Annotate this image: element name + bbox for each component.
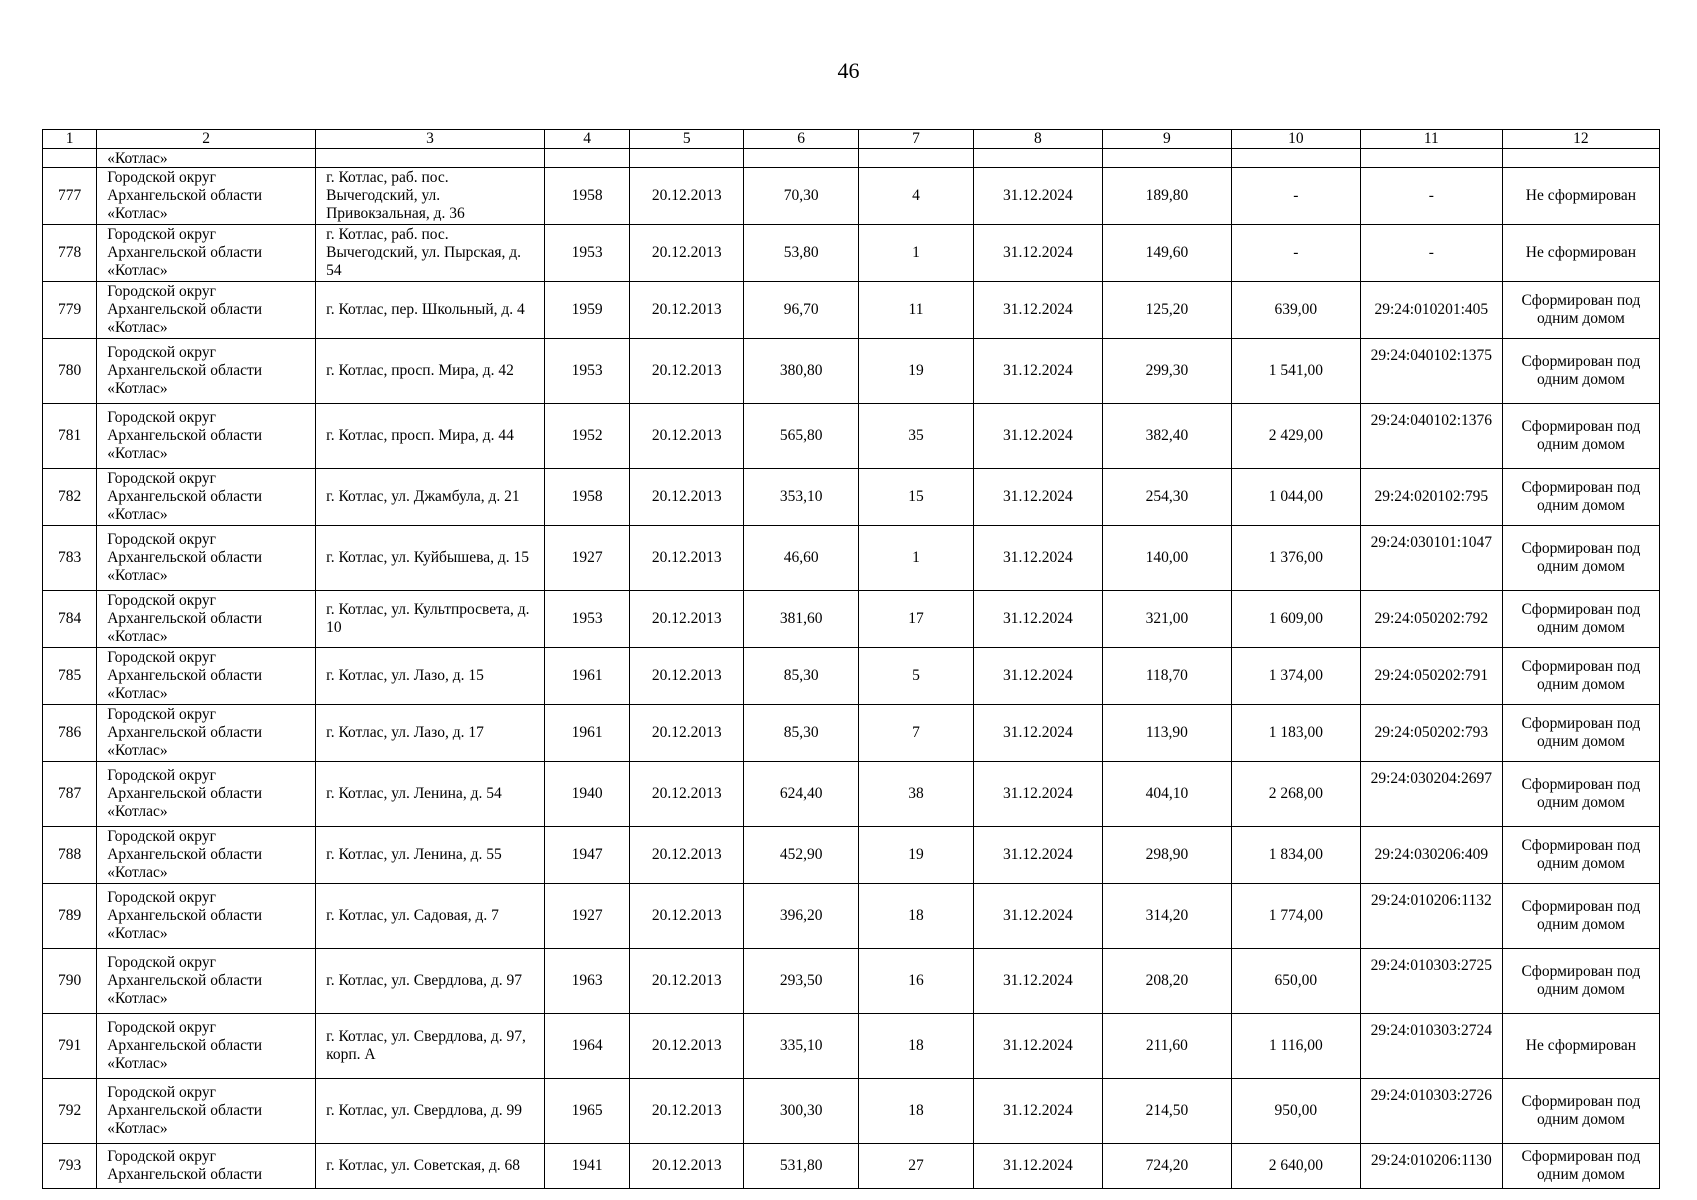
page-number: 46 — [837, 58, 860, 83]
deadline-date-cell: 31.12.2024 — [973, 282, 1102, 339]
municipality-cell: Городской округ Архангельской области «Котлас» — [97, 168, 316, 225]
municipality-cell: Городской округ Архангельской области «Котлас» — [97, 282, 316, 339]
land-area-cell: - — [1231, 168, 1360, 225]
cost-cell: 382,40 — [1102, 404, 1231, 469]
inclusion-date-cell: 20.12.2013 — [630, 526, 744, 591]
table-row — [43, 526, 1660, 591]
column-number-header-row — [43, 130, 1660, 149]
land-status-cell: Сформирован под одним домом — [1502, 282, 1659, 339]
deadline-date-cell: 31.12.2024 — [973, 339, 1102, 404]
land-area-cell: 1 834,00 — [1231, 827, 1360, 884]
area-cell: 565,80 — [744, 404, 859, 469]
inclusion-date-cell: 20.12.2013 — [630, 404, 744, 469]
residents-cell: 7 — [859, 705, 974, 762]
table-cell — [630, 149, 744, 168]
table-row — [43, 884, 1660, 949]
inclusion-date-cell: 20.12.2013 — [630, 762, 744, 827]
area-cell: 452,90 — [744, 827, 859, 884]
municipality-cell: Городской округ Архангельской области «Котлас» — [97, 705, 316, 762]
column-number: 7 — [859, 130, 974, 149]
address-cell: г. Котлас, ул. Свердлова, д. 97 — [316, 949, 545, 1014]
land-area-cell: 1 609,00 — [1231, 591, 1360, 648]
column-number: 1 — [43, 130, 97, 149]
land-status-cell: Сформирован под одним домом — [1502, 339, 1659, 404]
area-cell: 70,30 — [744, 168, 859, 225]
cost-cell: 724,20 — [1102, 1144, 1231, 1189]
deadline-date-cell: 31.12.2024 — [973, 827, 1102, 884]
deadline-date-cell: 31.12.2024 — [973, 1014, 1102, 1079]
address-cell: г. Котлас, пер. Школьный, д. 4 — [316, 282, 545, 339]
year-built-cell: 1940 — [544, 762, 630, 827]
year-built-cell: 1963 — [544, 949, 630, 1014]
municipality-cell: Городской округ Архангельской области «Котлас» — [97, 949, 316, 1014]
municipality-cell: Городской округ Архангельской области «Котлас» — [97, 225, 316, 282]
area-cell: 300,30 — [744, 1079, 859, 1144]
municipality-cell: Городской округ Архангельской области «Котлас» — [97, 762, 316, 827]
land-status-cell: Сформирован под одним домом — [1502, 1144, 1659, 1189]
residents-cell: 19 — [859, 339, 974, 404]
cadastral-number-cell: 29:24:010206:1132 — [1360, 884, 1502, 949]
table-row — [43, 339, 1660, 404]
inclusion-date-cell: 20.12.2013 — [630, 469, 744, 526]
cadastral-number-cell: 29:24:020102:795 — [1360, 469, 1502, 526]
municipality-cell: Городской округ Архангельской области «Котлас» — [97, 526, 316, 591]
year-built-cell: 1959 — [544, 282, 630, 339]
deadline-date-cell: 31.12.2024 — [973, 168, 1102, 225]
cost-cell: 125,20 — [1102, 282, 1231, 339]
land-area-cell: 1 183,00 — [1231, 705, 1360, 762]
inclusion-date-cell: 20.12.2013 — [630, 282, 744, 339]
area-cell: 85,30 — [744, 705, 859, 762]
row-number-cell: 783 — [43, 526, 97, 591]
municipality-cell: Городской округ Архангельской области «Котлас» — [97, 827, 316, 884]
municipality-cell: Городской округ Архангельской области «Котлас» — [97, 339, 316, 404]
address-cell: г. Котлас, ул. Лазо, д. 17 — [316, 705, 545, 762]
address-cell: г. Котлас, ул. Джамбула, д. 21 — [316, 469, 545, 526]
row-number-cell: 792 — [43, 1079, 97, 1144]
row-number-cell: 781 — [43, 404, 97, 469]
municipality-cell: Городской округ Архангельской области «Котлас» — [97, 648, 316, 705]
table-row — [43, 168, 1660, 225]
housing-registry-table — [42, 129, 1660, 1189]
deadline-date-cell: 31.12.2024 — [973, 404, 1102, 469]
table-row — [43, 949, 1660, 1014]
land-status-cell: Сформирован под одним домом — [1502, 469, 1659, 526]
residents-cell: 4 — [859, 168, 974, 225]
deadline-date-cell: 31.12.2024 — [973, 591, 1102, 648]
deadline-date-cell: 31.12.2024 — [973, 225, 1102, 282]
area-cell: 96,70 — [744, 282, 859, 339]
column-number: 4 — [544, 130, 630, 149]
deadline-date-cell: 31.12.2024 — [973, 526, 1102, 591]
inclusion-date-cell: 20.12.2013 — [630, 225, 744, 282]
land-area-cell: 2 640,00 — [1231, 1144, 1360, 1189]
row-number-cell: 790 — [43, 949, 97, 1014]
area-cell: 624,40 — [744, 762, 859, 827]
residents-cell: 19 — [859, 827, 974, 884]
inclusion-date-cell: 20.12.2013 — [630, 648, 744, 705]
cost-cell: 189,80 — [1102, 168, 1231, 225]
residents-cell: 27 — [859, 1144, 974, 1189]
year-built-cell: 1941 — [544, 1144, 630, 1189]
area-cell: 46,60 — [744, 526, 859, 591]
residents-cell: 18 — [859, 884, 974, 949]
area-cell: 381,60 — [744, 591, 859, 648]
cost-cell: 113,90 — [1102, 705, 1231, 762]
residents-cell: 35 — [859, 404, 974, 469]
row-number-cell: 791 — [43, 1014, 97, 1079]
table-cell — [859, 149, 974, 168]
row-number-cell: 787 — [43, 762, 97, 827]
inclusion-date-cell: 20.12.2013 — [630, 884, 744, 949]
residents-cell: 18 — [859, 1079, 974, 1144]
table-cell — [744, 149, 859, 168]
land-status-cell: Не сформирован — [1502, 168, 1659, 225]
deadline-date-cell: 31.12.2024 — [973, 1144, 1102, 1189]
municipality-cell: Городской округ Архангельской области — [97, 1144, 316, 1189]
year-built-cell: 1952 — [544, 404, 630, 469]
land-status-cell: Не сформирован — [1502, 225, 1659, 282]
table-cell — [43, 149, 97, 168]
row-number-cell: 793 — [43, 1144, 97, 1189]
year-built-cell: 1958 — [544, 469, 630, 526]
land-area-cell: 1 376,00 — [1231, 526, 1360, 591]
row-number-cell: 786 — [43, 705, 97, 762]
land-area-cell: 1 774,00 — [1231, 884, 1360, 949]
column-number: 6 — [744, 130, 859, 149]
address-cell: г. Котлас, ул. Ленина, д. 55 — [316, 827, 545, 884]
column-number: 10 — [1231, 130, 1360, 149]
land-status-cell: Сформирован под одним домом — [1502, 884, 1659, 949]
column-number: 5 — [630, 130, 744, 149]
table-cell — [544, 149, 630, 168]
inclusion-date-cell: 20.12.2013 — [630, 705, 744, 762]
deadline-date-cell: 31.12.2024 — [973, 705, 1102, 762]
land-status-cell: Сформирован под одним домом — [1502, 526, 1659, 591]
address-cell: г. Котлас, ул. Культпросвета, д. 10 — [316, 591, 545, 648]
land-status-cell: Сформирован под одним домом — [1502, 591, 1659, 648]
column-number: 12 — [1502, 130, 1659, 149]
municipality-cell: Городской округ Архангельской области «Котлас» — [97, 1014, 316, 1079]
cadastral-number-cell: 29:24:050202:793 — [1360, 705, 1502, 762]
address-cell: г. Котлас, просп. Мира, д. 42 — [316, 339, 545, 404]
column-number: 3 — [316, 130, 545, 149]
deadline-date-cell: 31.12.2024 — [973, 469, 1102, 526]
land-status-cell: Сформирован под одним домом — [1502, 648, 1659, 705]
land-area-cell: 639,00 — [1231, 282, 1360, 339]
land-status-cell: Не сформирован — [1502, 1014, 1659, 1079]
address-cell: г. Котлас, ул. Куйбышева, д. 15 — [316, 526, 545, 591]
cost-cell: 321,00 — [1102, 591, 1231, 648]
table-row — [43, 1079, 1660, 1144]
row-number-cell: 788 — [43, 827, 97, 884]
inclusion-date-cell: 20.12.2013 — [630, 339, 744, 404]
land-status-cell: Сформирован под одним домом — [1502, 1079, 1659, 1144]
row-number-cell: 784 — [43, 591, 97, 648]
row-number-cell: 778 — [43, 225, 97, 282]
land-area-cell: 2 268,00 — [1231, 762, 1360, 827]
municipality-cell: Городской округ Архангельской области «Котлас» — [97, 469, 316, 526]
area-cell: 335,10 — [744, 1014, 859, 1079]
year-built-cell: 1953 — [544, 339, 630, 404]
residents-cell: 11 — [859, 282, 974, 339]
municipality-cell: Городской округ Архангельской области «Котлас» — [97, 404, 316, 469]
cost-cell: 299,30 — [1102, 339, 1231, 404]
cadastral-number-cell: 29:24:030206:409 — [1360, 827, 1502, 884]
table-cell — [973, 149, 1102, 168]
cost-cell: 404,10 — [1102, 762, 1231, 827]
cost-cell: 214,50 — [1102, 1079, 1231, 1144]
land-status-cell: Сформирован под одним домом — [1502, 705, 1659, 762]
cadastral-number-cell: 29:24:010303:2726 — [1360, 1079, 1502, 1144]
municipality-cell: «Котлас» — [97, 149, 316, 168]
row-number-cell: 779 — [43, 282, 97, 339]
inclusion-date-cell: 20.12.2013 — [630, 591, 744, 648]
column-number: 2 — [97, 130, 316, 149]
table-row — [43, 762, 1660, 827]
residents-cell: 5 — [859, 648, 974, 705]
cadastral-number-cell: 29:24:050202:792 — [1360, 591, 1502, 648]
row-number-cell: 785 — [43, 648, 97, 705]
inclusion-date-cell: 20.12.2013 — [630, 1079, 744, 1144]
cadastral-number-cell: 29:24:010303:2725 — [1360, 949, 1502, 1014]
deadline-date-cell: 31.12.2024 — [973, 949, 1102, 1014]
inclusion-date-cell: 20.12.2013 — [630, 168, 744, 225]
cadastral-number-cell: 29:24:030204:2697 — [1360, 762, 1502, 827]
cadastral-number-cell: 29:24:030101:1047 — [1360, 526, 1502, 591]
year-built-cell: 1927 — [544, 884, 630, 949]
row-number-cell: 789 — [43, 884, 97, 949]
column-number: 9 — [1102, 130, 1231, 149]
inclusion-date-cell: 20.12.2013 — [630, 1144, 744, 1189]
land-area-cell: 950,00 — [1231, 1079, 1360, 1144]
address-cell: г. Котлас, ул. Садовая, д. 7 — [316, 884, 545, 949]
cost-cell: 211,60 — [1102, 1014, 1231, 1079]
area-cell: 85,30 — [744, 648, 859, 705]
municipality-cell: Городской округ Архангельской области «Котлас» — [97, 591, 316, 648]
table-row — [43, 827, 1660, 884]
cost-cell: 254,30 — [1102, 469, 1231, 526]
column-number: 8 — [973, 130, 1102, 149]
municipality-cell: Городской округ Архангельской области «Котлас» — [97, 1079, 316, 1144]
table-row — [43, 705, 1660, 762]
inclusion-date-cell: 20.12.2013 — [630, 949, 744, 1014]
year-built-cell: 1953 — [544, 225, 630, 282]
residents-cell: 16 — [859, 949, 974, 1014]
residents-cell: 1 — [859, 225, 974, 282]
cadastral-number-cell: 29:24:010303:2724 — [1360, 1014, 1502, 1079]
table-row — [43, 282, 1660, 339]
address-cell: г. Котлас, ул. Свердлова, д. 97, корп. А — [316, 1014, 545, 1079]
cadastral-number-cell: 29:24:040102:1375 — [1360, 339, 1502, 404]
table-row — [43, 1014, 1660, 1079]
cadastral-number-cell: 29:24:010206:1130 — [1360, 1144, 1502, 1189]
deadline-date-cell: 31.12.2024 — [973, 884, 1102, 949]
table-row — [43, 1144, 1660, 1189]
residents-cell: 15 — [859, 469, 974, 526]
residents-cell: 18 — [859, 1014, 974, 1079]
area-cell: 531,80 — [744, 1144, 859, 1189]
land-status-cell: Сформирован под одним домом — [1502, 827, 1659, 884]
land-area-cell: 1 116,00 — [1231, 1014, 1360, 1079]
area-cell: 380,80 — [744, 339, 859, 404]
table-row — [43, 469, 1660, 526]
land-status-cell: Сформирован под одним домом — [1502, 762, 1659, 827]
land-status-cell: Сформирован под одним домом — [1502, 949, 1659, 1014]
address-cell: г. Котлас, ул. Ленина, д. 54 — [316, 762, 545, 827]
residents-cell: 1 — [859, 526, 974, 591]
address-cell: г. Котлас, раб. пос. Вычегодский, ул. Пырская, д. 54 — [316, 225, 545, 282]
land-area-cell: 650,00 — [1231, 949, 1360, 1014]
table-cell — [1231, 149, 1360, 168]
row-number-cell: 782 — [43, 469, 97, 526]
address-cell: г. Котлас, ул. Свердлова, д. 99 — [316, 1079, 545, 1144]
inclusion-date-cell: 20.12.2013 — [630, 1014, 744, 1079]
cost-cell: 118,70 — [1102, 648, 1231, 705]
deadline-date-cell: 31.12.2024 — [973, 762, 1102, 827]
cadastral-number-cell: 29:24:040102:1376 — [1360, 404, 1502, 469]
row-number-cell: 777 — [43, 168, 97, 225]
address-cell: г. Котлас, ул. Советская, д. 68 — [316, 1144, 545, 1189]
land-area-cell: 2 429,00 — [1231, 404, 1360, 469]
table-cell — [1360, 149, 1502, 168]
cost-cell: 149,60 — [1102, 225, 1231, 282]
cost-cell: 208,20 — [1102, 949, 1231, 1014]
table-row — [43, 404, 1660, 469]
table-cell — [316, 149, 545, 168]
table-row — [43, 648, 1660, 705]
cost-cell: 314,20 — [1102, 884, 1231, 949]
continuation-row — [43, 149, 1660, 168]
land-area-cell: - — [1231, 225, 1360, 282]
table-cell — [1102, 149, 1231, 168]
area-cell: 396,20 — [744, 884, 859, 949]
municipality-cell: Городской округ Архангельской области «Котлас» — [97, 884, 316, 949]
cadastral-number-cell: - — [1360, 225, 1502, 282]
residents-cell: 38 — [859, 762, 974, 827]
table-row — [43, 591, 1660, 648]
table-row — [43, 225, 1660, 282]
year-built-cell: 1961 — [544, 705, 630, 762]
year-built-cell: 1964 — [544, 1014, 630, 1079]
cadastral-number-cell: 29:24:050202:791 — [1360, 648, 1502, 705]
cadastral-number-cell: - — [1360, 168, 1502, 225]
land-status-cell: Сформирован под одним домом — [1502, 404, 1659, 469]
year-built-cell: 1958 — [544, 168, 630, 225]
land-area-cell: 1 044,00 — [1231, 469, 1360, 526]
year-built-cell: 1947 — [544, 827, 630, 884]
area-cell: 53,80 — [744, 225, 859, 282]
year-built-cell: 1953 — [544, 591, 630, 648]
area-cell: 293,50 — [744, 949, 859, 1014]
residents-cell: 17 — [859, 591, 974, 648]
table-cell — [1502, 149, 1659, 168]
cost-cell: 298,90 — [1102, 827, 1231, 884]
year-built-cell: 1927 — [544, 526, 630, 591]
area-cell: 353,10 — [744, 469, 859, 526]
cost-cell: 140,00 — [1102, 526, 1231, 591]
inclusion-date-cell: 20.12.2013 — [630, 827, 744, 884]
address-cell: г. Котлас, ул. Лазо, д. 15 — [316, 648, 545, 705]
land-area-cell: 1 374,00 — [1231, 648, 1360, 705]
year-built-cell: 1961 — [544, 648, 630, 705]
deadline-date-cell: 31.12.2024 — [973, 1079, 1102, 1144]
year-built-cell: 1965 — [544, 1079, 630, 1144]
land-area-cell: 1 541,00 — [1231, 339, 1360, 404]
deadline-date-cell: 31.12.2024 — [973, 648, 1102, 705]
row-number-cell: 780 — [43, 339, 97, 404]
column-number: 11 — [1360, 130, 1502, 149]
address-cell: г. Котлас, просп. Мира, д. 44 — [316, 404, 545, 469]
address-cell: г. Котлас, раб. пос. Вычегодский, ул. Привокзальная, д. 36 — [316, 168, 545, 225]
cadastral-number-cell: 29:24:010201:405 — [1360, 282, 1502, 339]
